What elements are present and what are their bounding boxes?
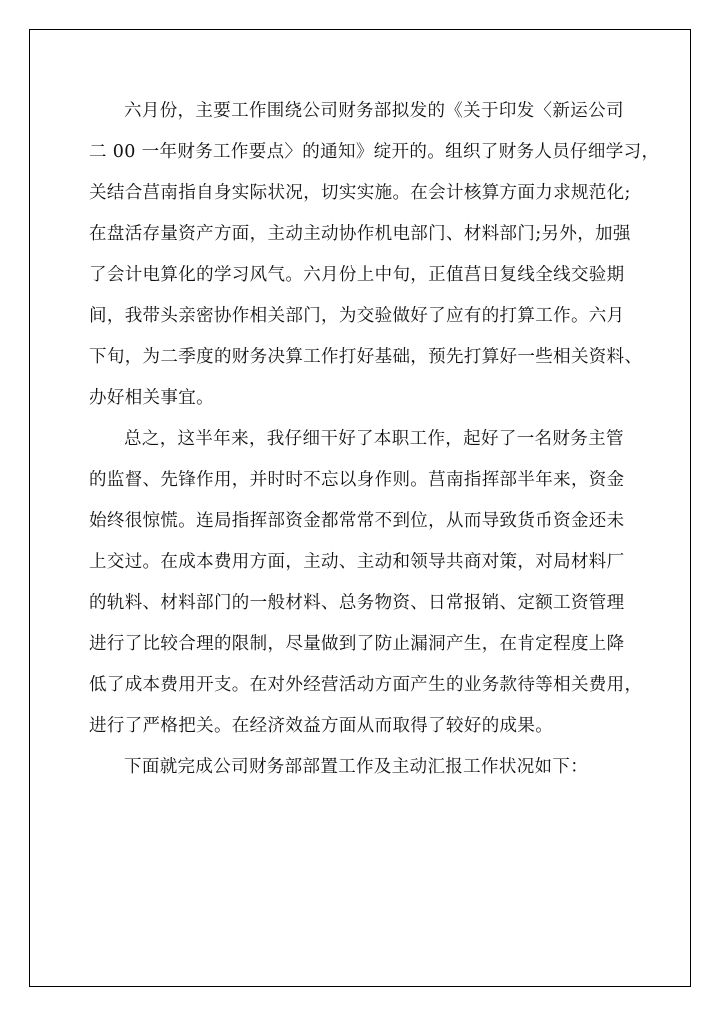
text-line: 进行了严格把关。在经济效益方面从而取得了较好的成果。: [89, 716, 554, 736]
document-body: [89, 91, 660, 788]
text-line: 二 00 一年财务工作要点〉的通知》绽开的。组织了财务人员仔细学习，: [89, 142, 660, 162]
paragraph-1: [89, 91, 660, 419]
text-line: 关结合莒南指自身实际状况，切实实施。在会计核算方面力求规范化;: [89, 183, 631, 203]
text-line: 下旬，为二季度的财务决算工作打好基础，预先打算好一些相关资料、: [89, 347, 643, 367]
text-line: 了会计电算化的学习风气。六月份上中旬，正值莒日复线全线交验期: [89, 265, 625, 285]
text-line: 六月份，主要工作围绕公司财务部拟发的《关于印发〈新运公司: [124, 101, 624, 121]
text-line: 进行了比较合理的限制，尽量做到了防止漏洞产生，在肯定程度上降: [89, 634, 625, 654]
text-line: 上交过。在成本费用方面，主动、主动和领导共商对策，对局材料厂: [89, 552, 625, 572]
text-line: 间，我带头亲密协作相关部门，为交验做好了应有的打算工作。六月: [89, 306, 625, 326]
text-line: 总之，这半年来，我仔细干好了本职工作，起好了一名财务主管: [124, 429, 624, 449]
text-line: 在盘活存量资产方面，主动主动协作机电部门、材料部门;另外，加强: [89, 224, 631, 244]
paragraph-3: [89, 747, 634, 788]
text-line: 低了成本费用开支。在对外经营活动方面产生的业务款待等相关费用，: [89, 675, 643, 695]
text-line: 始终很惊慌。连局指挥部资金都常常不到位，从而导致货币资金还未: [89, 511, 625, 531]
paragraph-2: [89, 419, 643, 747]
text-line: 下面就完成公司财务部部置工作及主动汇报工作状况如下：: [124, 757, 589, 777]
text-line: 的轨料、材料部门的一般材料、总务物资、日常报销、定额工资管理: [89, 593, 625, 613]
text-line: 的监督、先锋作用，并时时不忘以身作则。莒南指挥部半年来，资金: [89, 470, 625, 490]
text-line: 办好相关事宜。: [89, 388, 214, 408]
